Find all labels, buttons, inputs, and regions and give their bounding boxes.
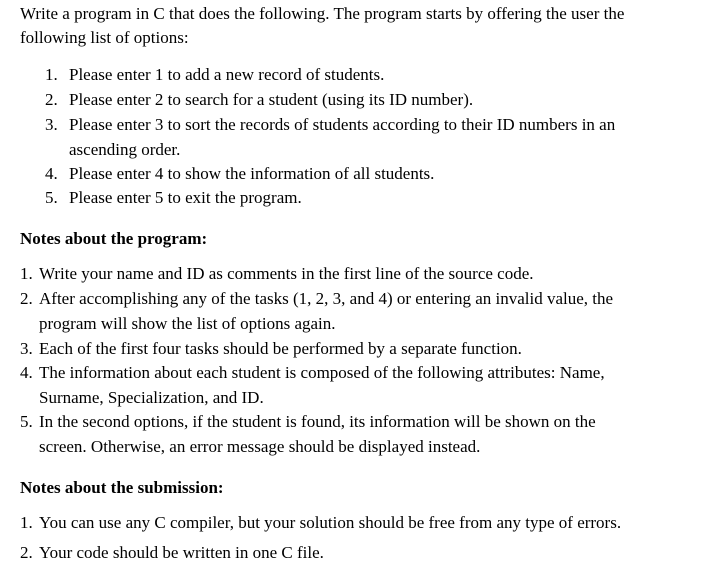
option-text-continued: ascending order. [69,140,181,159]
option-number: 5. [45,188,58,207]
option-text: Please enter 4 to show the information of all students. [69,164,435,183]
option-number: 3. [45,115,58,134]
option-text: Please enter 2 to search for a student (using its ID number). [69,90,474,109]
option-text: Please enter 1 to add a new record of students. [69,65,385,84]
submission-notes-heading: Notes about the submission: [20,478,224,497]
note-number: 3. [20,339,33,358]
note-text: The information about each student is composed of the following attributes: Name, [39,363,605,382]
note-number: 1. [20,264,33,283]
note-text: After accomplishing any of the tasks (1, 2, 3, and 4) or entering an invalid value, the [39,289,614,308]
note-text: In the second options, if the student is found, its information will be shown on the [39,412,596,431]
option-number: 1. [45,65,58,84]
note-text-continued: program will show the list of options again. [39,314,336,333]
note-text-continued: Surname, Specialization, and ID. [39,388,264,407]
option-text: Please enter 5 to exit the program. [69,188,302,207]
note-number: 4. [20,363,33,382]
program-notes-heading: Notes about the program: [20,229,208,248]
note-number: 2. [20,289,33,308]
note-text-continued: screen. Otherwise, an error message should be displayed instead. [39,437,481,456]
note-text: Write your name and ID as comments in the first line of the source code. [39,264,534,283]
option-number: 4. [45,164,58,183]
option-number: 2. [45,90,58,109]
option-text: Please enter 3 to sort the records of students according to their ID numbers in an [69,115,616,134]
intro-line-1: Write a program in C that does the following. The program starts by offering the user the [20,4,625,23]
submission-number: 2. [20,543,33,562]
note-number: 5. [20,412,33,431]
intro-line-2: following list of options: [20,28,189,47]
note-text: Each of the first four tasks should be performed by a separate function. [39,339,522,358]
submission-text: You can use any C compiler, but your solution should be free from any type of errors. [39,513,622,532]
submission-number: 1. [20,513,33,532]
submission-text: Your code should be written in one C file. [39,543,324,562]
